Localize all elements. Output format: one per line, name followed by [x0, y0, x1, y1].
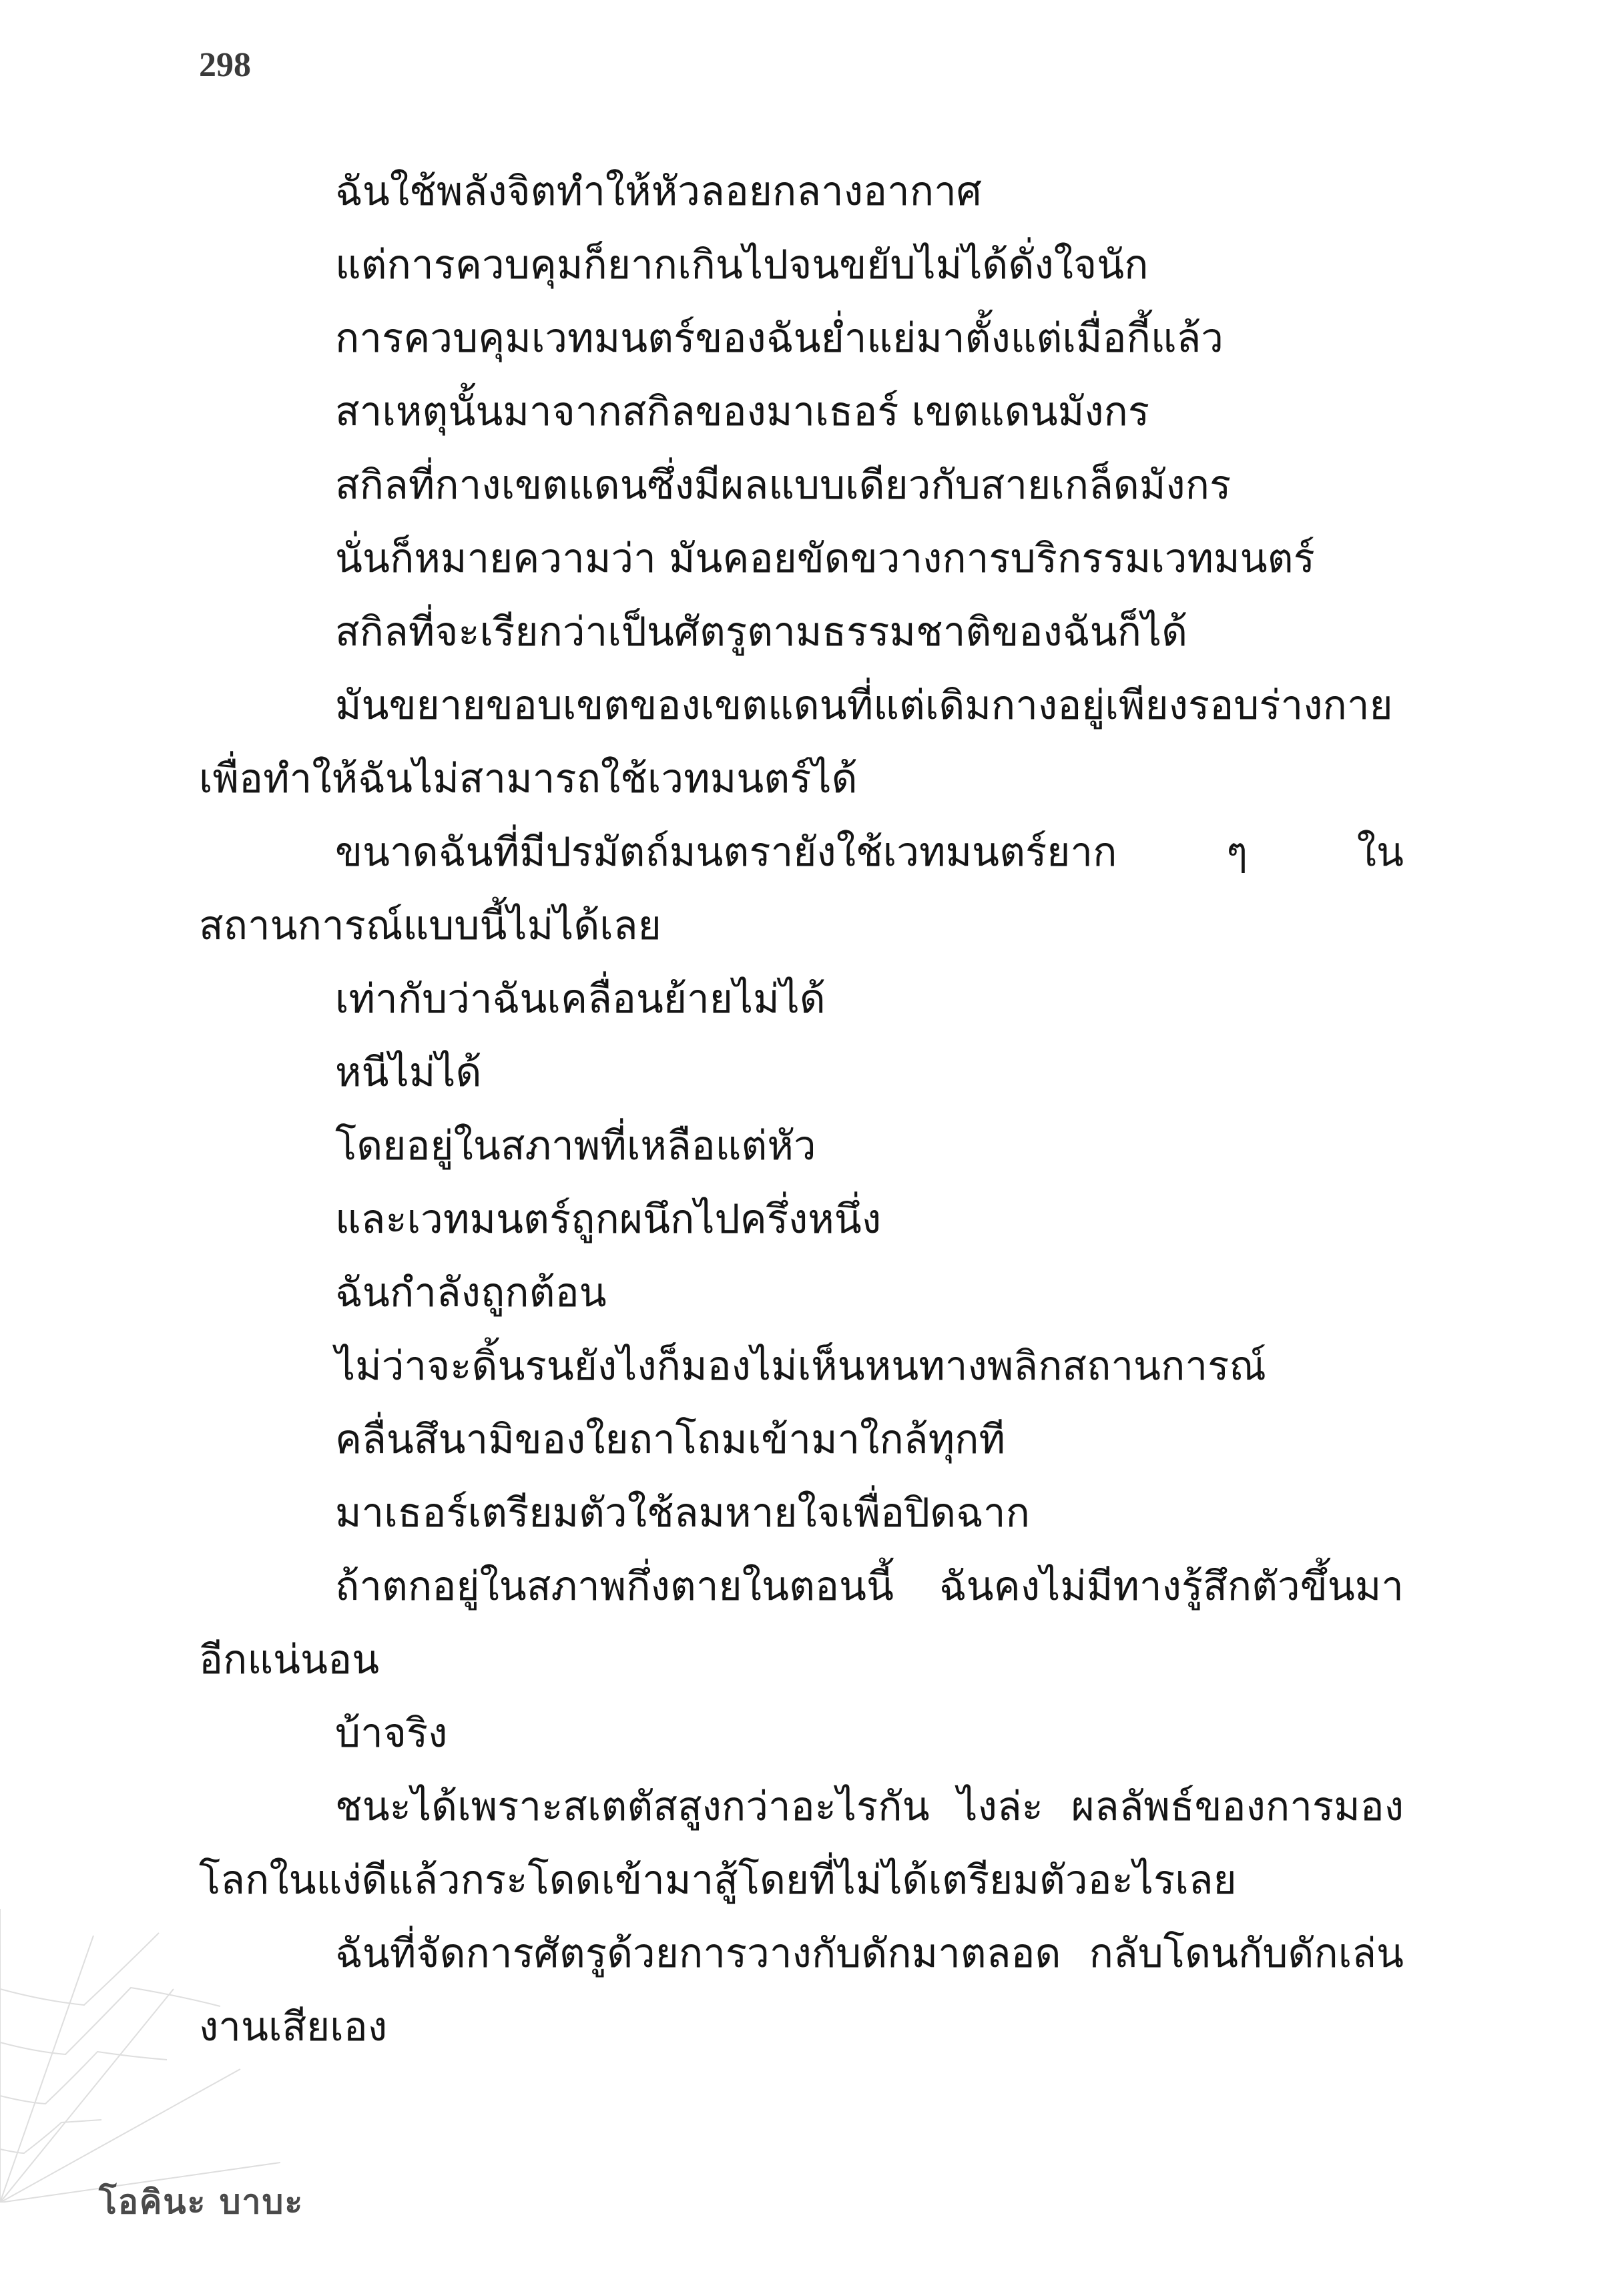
paragraph: หนีไม่ได้ [335, 1049, 482, 1096]
author-name: โอคินะ บาบะ [99, 2183, 304, 2221]
paragraph: การควบคุมเวทมนตร์ของฉันย่ำแย่มาตั้งแต่เมื่อกี้แล้ว [335, 315, 1224, 362]
paragraph: โดยอยู่ในสภาพที่เหลือแต่หัว [335, 1123, 816, 1169]
paragraph: นั่นก็หมายความว่า มันคอยขัดขวางการบริกรรมเวทมนตร์ [335, 535, 1315, 582]
paragraph: สกิลที่จะเรียกว่าเป็นศัตรูตามธรรมชาติของฉันก็ได้ [335, 609, 1188, 655]
paragraph: สาเหตุนั้นมาจากสกิลของมาเธอร์ เขตแดนมังกร [335, 388, 1150, 435]
paragraph: และเวทมนตร์ถูกผนึกไปครึ่งหนึ่ง [335, 1196, 882, 1243]
body-text [199, 155, 1404, 2064]
paragraph: ฉันกำลังถูกต้อน [335, 1269, 607, 1316]
paragraph: มาเธอร์เตรียมตัวใช้ลมหายใจเพื่อปิดฉาก [335, 1490, 1030, 1536]
paragraph: ขนาดฉันที่มีปรมัตถ์มนตรายังใช้เวทมนตร์ยาก ๆ ในสถานการณ์แบบนี้ไม่ได้เลย [199, 829, 1404, 949]
paragraph: ฉันใช้พลังจิตทำให้หัวลอยกลางอากาศ [335, 168, 982, 215]
paragraph: ฉันที่จัดการศัตรูด้วยการวางกับดักมาตลอด กลับโดนกับดักเล่นงานเสียเอง [199, 1930, 1404, 2050]
paragraph: ชนะได้เพราะสเตตัสสูงกว่าอะไรกัน ไงล่ะ ผลลัพธ์ของการมองโลกในแง่ดีแล้วกระโดดเข้ามาสู้โดยที่ไม่ได้เตรียมตัวอะไรเลย [199, 1783, 1404, 1904]
paragraph: เท่ากับว่าฉันเคลื่อนย้ายไม่ได้ [335, 976, 826, 1023]
paragraph: ถ้าตกอยู่ในสภาพกึ่งตายในตอนนี้ ฉันคงไม่มีทางรู้สึกตัวขึ้นมาอีกแน่นอน [199, 1563, 1404, 1683]
page-number: 298 [199, 46, 251, 84]
paragraph: แต่การควบคุมก็ยากเกินไปจนขยับไม่ได้ดั่งใจนัก [335, 242, 1149, 288]
paragraph: บ้าจริง [335, 1710, 448, 1757]
paragraph: มันขยายขอบเขตของเขตแดนที่แต่เดิมกางอยู่เพียงรอบร่างกาย เพื่อทำให้ฉันไม่สามารถใช้เวทมนตร์ได้ [199, 682, 1393, 802]
paragraph: สกิลที่กางเขตแดนซึ่งมีผลแบบเดียวกับสายเกล็ดมังกร [335, 462, 1232, 509]
paragraph: คลื่นสึนามิของใยถาโถมเข้ามาใกล้ทุกที [335, 1416, 1006, 1463]
paragraph: ไม่ว่าจะดิ้นรนยังไงก็มองไม่เห็นหนทางพลิกสถานการณ์ [335, 1343, 1266, 1390]
spider-web-icon [0, 1909, 280, 2203]
